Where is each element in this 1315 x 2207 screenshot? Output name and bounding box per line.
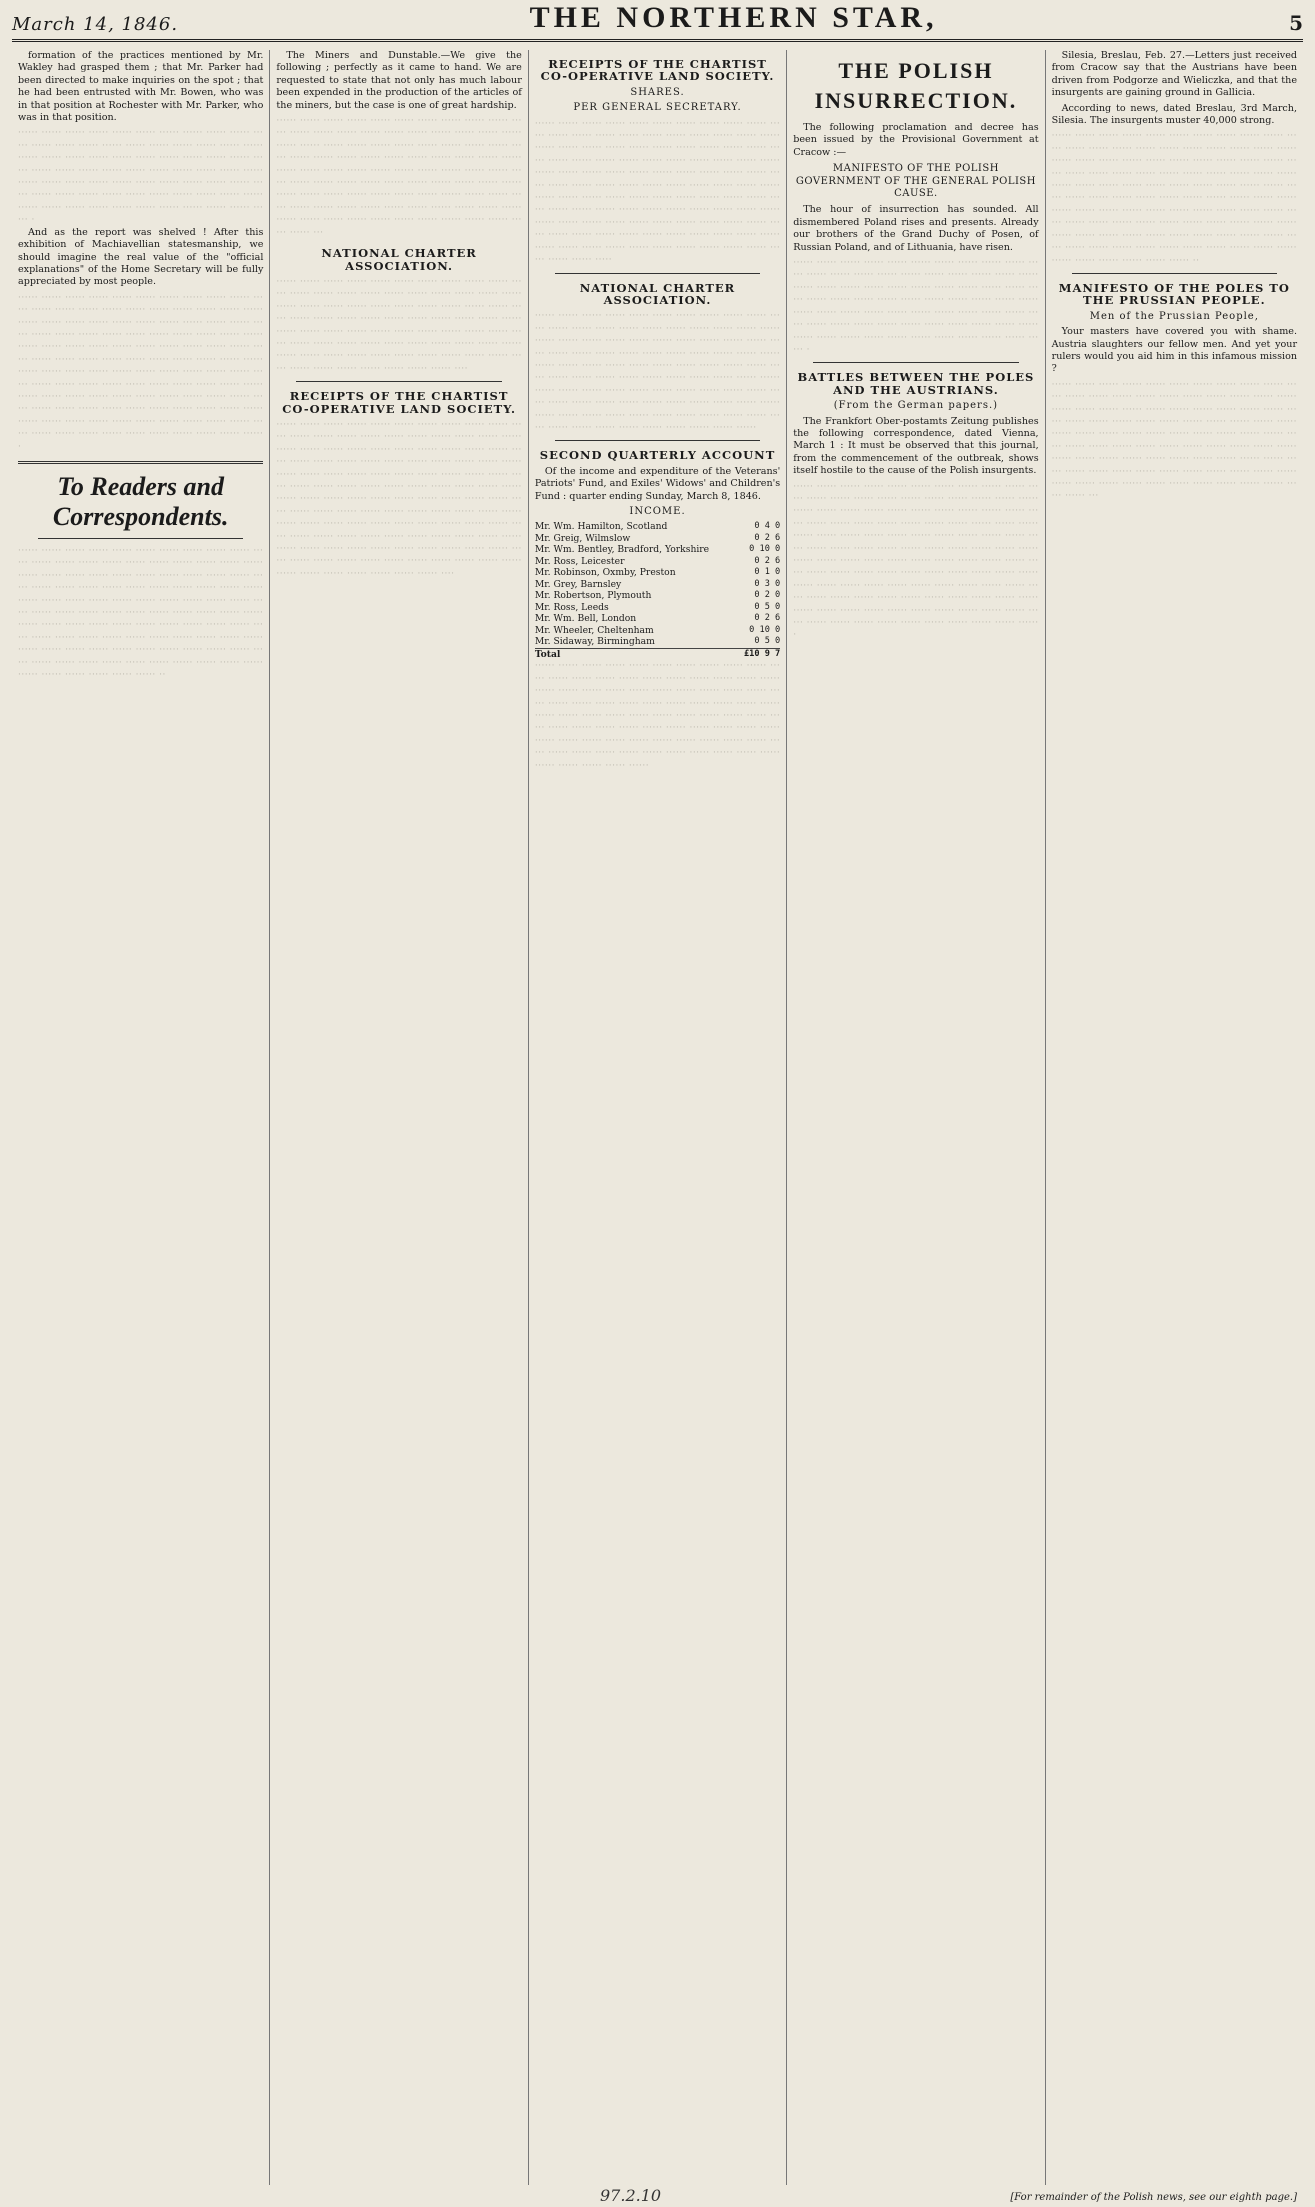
column-4 — [787, 50, 1045, 2185]
ledger-amount: 0 10 0 — [749, 624, 781, 635]
ledger-total-amount: £10 9 7 — [726, 648, 780, 660]
section-divider — [18, 461, 263, 464]
ledger-name: Mr. Ross, Leeds — [534, 601, 609, 613]
nca-heading: NATIONAL CHARTER ASSOCIATION. — [579, 280, 736, 307]
ledger-name: Mr. Wm. Bentley, Bradford, Yorkshire — [534, 544, 710, 556]
section-divider — [813, 362, 1018, 363]
section-divider — [296, 381, 501, 382]
ledger-table — [535, 521, 780, 660]
column-2 — [270, 50, 528, 2185]
ledger-name: Mr. Wm. Bell, London — [534, 613, 637, 625]
ledger-amount: 0 5 0 — [754, 601, 781, 612]
column-3 — [529, 50, 787, 2185]
column-5 — [1046, 50, 1303, 2185]
ledger-amount: 0 5 0 — [754, 636, 781, 647]
article-text-filler: ······ ······ ······ ······ ······ ······ ······ ······ ······ ······ ······ ······ ······ ······ ······ ······ ······ ······ ······ ······ ······ ······ ······ ······ ······ ······ ······ ······ ······ ······ ······ ······ ······ ······ ······ ······ ······ ······ ······ ······ ······ ······ ······ ······ ······ ······ ······ ······ ······ ······ ······ ······ ······ ······ ······ ······ ······ ······ ······ ······ ······ ······ ······ ······ ······ ······ ······ ······ ······ ······ ······ ······ ······ ······ ······ ······ ······ ······ ······ ······ ······ ······ ······ ······ ······ ······ ······ ······ ······ ······ ······ ······ ······ ······ ······ ······ ······ ······ ······ ······ ······ ······ ······ ······ ······ ······ ······ ······ ······ ······ ······ ······ ······ ······ ······ ······ ······ ······ ······ ······ ······ ······ ······ ······ ······ ······ · — [793, 481, 1039, 641]
article-text-filler: ······ ······ ······ ······ ······ ······ ······ ······ ······ ······ ······ ······ ······ ······ ······ ······ ······ ······ ······ ······ ······ ······ ······ ······ ······ ······ ······ ······ ······ ······ ······ ······ ······ ······ ······ ······ ······ ······ ······ ······ ······ ······ ······ ······ ······ ······ ······ ······ ······ ······ ······ ······ ······ ······ ······ ······ ······ ······ ······ ······ ······ ······ ······ ······ ······ ······ ······ ······ ······ ······ ······ ······ ······ ······ · — [18, 128, 264, 226]
section-divider — [38, 538, 243, 539]
article-paragraph: formation of the practices mentioned by Mr. Wakley had grasped them ; that Mr. Parker had been directed to make inquiries on the spot ; that he had been entrusted with Mr. Bowen, who was in that position at Rochester with Mr. Parker, who was in that position. — [18, 50, 264, 124]
ledger-amount: 0 1 0 — [754, 567, 781, 578]
masthead — [12, 0, 1303, 42]
article-paragraph: The Frankfort Ober-postamts Zeitung publishes the following correspondence, dated Vienna, March 1 : It must be observed that this journal, from the commencement of the outbreak, shows itself hostile to the cause of the Polish insurgents. — [793, 415, 1039, 477]
article-paragraph: The Miners and Dunstable.—We give the following ; perfectly as it came to hand. We are requested to state that not only has much labour been expended in the production of the articles of the miners, but the case is one of great hardship. — [276, 50, 522, 111]
ledger-row — [535, 625, 780, 637]
section-divider — [555, 273, 760, 274]
ledger-name: Mr. Greig, Wilmslow — [534, 532, 631, 544]
ledger-row — [535, 567, 780, 579]
nca-heading: NATIONAL CHARTER ASSOCIATION. — [321, 246, 477, 273]
column-1 — [12, 50, 270, 2185]
article-text-filler: ······ ······ ······ ······ ······ ······ ······ ······ ······ ······ ······ ······ ······ ······ ······ ······ ······ ······ ······ ······ ······ ······ ······ ······ ······ ······ ······ ······ ······ ······ ······ ······ ······ ······ ······ ······ ······ ······ ······ ······ ······ ······ ······ ······ ······ ······ ······ ······ ······ ······ ······ ······ ······ ······ ······ ······ ······ ······ ······ ······ ······ ······ ······ ······ ······ ······ ······ ······ ······ ······ ······ ······ ······ ······ ······ ······ ······ ······ ······ ······ ······ ······ ······ ······ ······ ······ ······ ······ ······ ······ ······ ······ ······ ······ ······ ······ ··· — [1051, 379, 1298, 502]
ledger-row — [535, 602, 780, 614]
quarterly-heading: SECOND QUARTERLY ACCOUNT — [539, 448, 776, 463]
shares-label: SHARES. — [630, 86, 685, 98]
article-text-filler: ······ ······ ······ ······ ······ ······ ······ ······ ······ ······ ······ ······ ······ ······ ······ ······ ······ ······ ······ ······ ······ ······ ······ ······ ······ ······ ······ ······ ······ ······ ······ ······ ······ ······ ······ ······ ······ ······ ······ ······ ······ ······ ······ ······ ······ ······ ······ ······ ······ ······ ······ ······ ······ ······ ······ ······ ······ ······ ······ ······ ······ ······ ······ ······ ······ ······ ······ ······ ······ ······ ······ ······ ······ ······ ······ ······ ······ ······ ······ ······ ······ ······ ······ ······ ······ ······ ······ ······ ······ ······ ······ ······ ······ ······ ······ ······ ··· — [276, 116, 522, 238]
ledger-amount: 0 10 0 — [749, 544, 781, 555]
article-paragraph: According to news, dated Breslau, 3rd March, Silesia. The insurgents muster 40,000 strong. — [1051, 102, 1298, 127]
article-text-filler: ······ ······ ······ ······ ······ ······ ······ ······ ······ ······ ······ ······ ······ ······ ······ ······ ······ ······ ······ ······ ······ ······ ······ ······ ······ ······ ······ ······ ······ ······ ······ ······ ······ ······ ······ ······ ······ ······ ······ ······ ······ ······ ······ ······ ······ ······ ······ ······ ······ ······ ······ ······ ······ ······ ······ ······ ······ ······ ······ ······ ······ ······ ······ ······ ······ ······ ······ ······ ······ ······ ······ ······ ······ ······ ······ ······ ······ ······ ······ ······ ······ ······ ······ ······ ······ ······ ······ ······ ······ ······ ······ ······ ······ ······ ······ ······ ······ ······ ······ ······ ······ ······ ······ ······ ······ ······ ······ ······ ······ ······ ······ ······ ······ ······ ······ ······ ······ ······ ····· — [534, 118, 781, 266]
ledger-amount: 0 3 0 — [754, 578, 781, 589]
section-divider — [555, 440, 760, 441]
ledger-row — [535, 613, 780, 625]
ledger-name: Mr. Wm. Hamilton, Scotland — [534, 521, 668, 533]
ledger-row — [535, 544, 780, 556]
article-paragraph: Your masters have covered you with shame. Austria slaughters our fellow men. And yet your rulers would you aid him in this infamous mission ? — [1051, 326, 1298, 375]
ledger-row — [535, 590, 780, 602]
manifesto-heading: MANIFESTO OF THE POLISH GOVERNMENT OF THE GENERAL POLISH CAUSE. — [795, 163, 1036, 200]
manifesto-salutation: Men of the Prussian People, — [1089, 310, 1259, 322]
article-text-filler: ······ ······ ······ ······ ······ ······ ······ ······ ······ ······ ······ ······ ······ ······ ······ ······ ······ ······ ······ ······ ······ ······ ······ ······ ······ ······ ······ ······ ······ ······ ······ ······ ······ ······ ······ ······ ······ ······ ······ ······ ······ ······ ······ ······ ······ ······ ······ ······ ······ ······ ······ ······ ······ ······ ······ ······ ······ ······ ······ ······ ······ ······ ······ ······ ······ ······ ······ ······ ······ ······ ······ ······ ······ ······ ······ ······ ······ ······ ······ ······ ······ ······ ······ ······ ······ ······ ······ ······ ······ ······ ······ ······ ······ ······ ······ ······ ······ ······ ······ ······ ······ ······ ······ ······ ······ ······ ······ ······ ······ ······ ······ ·· — [1051, 131, 1298, 266]
ledger-amount: 0 2 6 — [754, 532, 781, 543]
article-text-filler: ······ ······ ······ ······ ······ ······ ······ ······ ······ ······ ······ ······ ······ ······ ······ ······ ······ ······ ······ ······ ······ ······ ······ ······ ······ ······ ······ ······ ······ ······ ······ ······ ······ ······ ······ ······ ······ ······ ······ ······ ······ ······ ······ ······ ······ ······ ······ ······ ······ ······ ······ ······ ······ ······ ······ ······ ······ ······ ······ ······ ······ ······ ······ ······ ······ ······ ······ ······ ······ ······ ······ ······ ······ ······ ······ ······ ······ ······ ······ ······ ······ ······ ······ ······ ······ ······ ······ ······ ······ ······ ······ ······ ······ ······ ······ ······ ······ ······ ······ ······ ······ ······ ······ ······ ······ ······ ······ ······ ······ ······ ······ ·· — [18, 546, 264, 681]
ledger-name: Mr. Robinson, Oxmby, Preston — [534, 567, 676, 579]
article-text-filler: ······ ······ ······ ······ ······ ······ ······ ······ ······ ······ ······ ······ ······ ······ ······ ······ ······ ······ ······ ······ ······ ······ ······ ······ ······ ······ ······ ······ ······ ······ ······ ······ ······ ······ ······ ······ ······ ······ ······ ······ ······ ······ ······ ······ ······ ······ ······ ······ ······ ······ ······ ······ ······ ······ ······ ······ ······ ······ ······ ······ ······ ······ ······ ······ ······ ······ ······ ······ ······ ······ ······ ······ ······ ······ ······ ······ ······ ······ ······ ······ ······ ······ ······ ······ ······ ······ ······ ······ ······ ······ ······ ······ ······ ······ ······ ······ ······ ······ ······ ······ ······ ······ ······ ······ ······ ······ ······ ······ ······ ······ ······ ······ ······ ······ ······ ······ ······ ······ ······ ······ ······ ······ ······ ······ ······ ······ · — [18, 292, 264, 452]
ledger-name: Mr. Sidaway, Birmingham — [534, 636, 655, 648]
income-label: INCOME. — [629, 506, 686, 517]
page-number: 5 — [1289, 11, 1303, 35]
article-paragraph: And as the report was shelved ! After this exhibition of Machiavellian statesmanship, we should imagine the real value of the "official explanations" of the Home Secretary will be fully appreciated by most people. — [18, 226, 264, 288]
article-text-filler: ······ ······ ······ ······ ······ ······ ······ ······ ······ ······ ······ ······ ······ ······ ······ ······ ······ ······ ······ ······ ······ ······ ······ ······ ······ ······ ······ ······ ······ ······ ······ ······ ······ ······ ······ ······ ······ ······ ······ ······ ······ ······ ······ ······ ······ ······ ······ ······ ······ ······ ······ ······ ······ ······ ······ ······ ······ ······ ······ ······ ······ ······ ······ ······ ······ ······ ······ ······ ······ ······ ······ ······ ······ ······ ······ ······ ······ ······ ······ ······ ······ ···· — [276, 276, 522, 374]
ledger-total-row — [535, 648, 780, 660]
battles-subheading: (From the German papers.) — [833, 400, 999, 412]
section-divider — [1072, 273, 1277, 274]
ledger-amount: 0 2 6 — [754, 555, 781, 566]
article-text-filler: ······ ······ ······ ······ ······ ······ ······ ······ ······ ······ ······ ······ ······ ······ ······ ······ ······ ······ ······ ······ ······ ······ ······ ······ ······ ······ ······ ······ ······ ······ ······ ······ ······ ······ ······ ······ ······ ······ ······ ······ ······ ······ ······ ······ ······ ······ ······ ······ ······ ······ ······ ······ ······ ······ ······ ······ ······ ······ ······ ······ ······ ······ ······ ······ ······ ······ ······ ······ ······ ······ ······ ······ ······ ······ ······ ······ ······ ······ ······ ······ ······ ······ ······ ······ ······ ······ ······ ······ ······ ······ ······ ······ ······ ······ ······ ······ ······ ······ ······ ······ ······ ······ ······ ······ — [534, 311, 781, 433]
ledger-amount: 0 4 0 — [754, 521, 781, 532]
per-label: PER GENERAL SECRETARY. — [573, 102, 742, 114]
receipts-heading: RECEIPTS OF THE CHARTIST CO-OPERATIVE LAND SOCIETY. — [282, 389, 516, 416]
correspondents-heading: To Readers and Correspondents. — [52, 472, 229, 531]
ledger-name: Mr. Robertson, Plymouth — [534, 590, 652, 602]
ledger-name: Mr. Wheeler, Cheltenham — [534, 624, 654, 636]
ledger-name: Mr. Ross, Leicester — [534, 555, 625, 567]
issue-date: March 14, 1846. — [12, 14, 179, 35]
ledger-amount: 0 2 0 — [754, 590, 781, 601]
article-paragraph: Silesia, Breslau, Feb. 27.—Letters just received from Cracow say that the Austrians have been driven from Podgorze and Wieliczka, and that the insurgents are gaining ground in Gallicia. — [1051, 50, 1298, 99]
polish-insurrection-headline: THE POLISH INSURRECTION. — [814, 58, 1018, 113]
ledger-name: Mr. Grey, Barnsley — [534, 578, 622, 590]
receipts-heading: RECEIPTS OF THE CHARTIST CO-OPERATIVE LAND SOCIETY. — [540, 57, 775, 84]
ledger-total-label: Total — [535, 648, 726, 660]
ledger-row — [535, 579, 780, 591]
continuation-note: [For remainder of the Polish news, see our eighth page.] — [1010, 2192, 1297, 2203]
newspaper-title: THE NORTHERN STAR, — [529, 1, 938, 34]
article-paragraph: The following proclamation and decree has been issued by the Provisional Government at Cracow :— — [793, 122, 1039, 158]
article-text-filler: ······ ······ ······ ······ ······ ······ ······ ······ ······ ······ ······ ······ ······ ······ ······ ······ ······ ······ ······ ······ ······ ······ ······ ······ ······ ······ ······ ······ ······ ······ ······ ······ ······ ······ ······ ······ ······ ······ ······ ······ ······ ······ ······ ······ ······ ······ ······ ······ ······ ······ ······ ······ ······ ······ ······ ······ ······ ······ ······ ······ ······ ······ ······ ······ ······ ······ ······ ······ ······ ······ ······ ······ ······ ······ ······ ······ ······ ······ ······ ······ ······ ······ ······ ······ ······ ······ ······ ······ ······ — [534, 661, 781, 771]
article-text-filler: ······ ······ ······ ······ ······ ······ ······ ······ ······ ······ ······ ······ ······ ······ ······ ······ ······ ······ ······ ······ ······ ······ ······ ······ ······ ······ ······ ······ ······ ······ ······ ······ ······ ······ ······ ······ ······ ······ ······ ······ ······ ······ ······ ······ ······ ······ ······ ······ ······ ······ ······ ······ ······ ······ ······ ······ ······ ······ ······ ······ ······ ······ ······ ······ ······ ······ ······ ······ ······ ······ ······ ······ ······ ······ · — [793, 258, 1039, 355]
ledger-row — [535, 636, 780, 648]
ledger-row — [535, 556, 780, 568]
manifesto-prussia-heading: MANIFESTO OF THE POLES TO THE PRUSSIAN PEOPLE. — [1058, 280, 1290, 308]
columns — [12, 50, 1303, 2185]
article-paragraph: The hour of insurrection has sounded. All dismembered Poland rises and presents. Already our brothers of the Grand Duchy of Posen, of Russian Poland, and of Lithuania, have risen. — [793, 204, 1039, 253]
ledger-row — [535, 521, 780, 533]
handwritten-note: 97.2.10 — [600, 2186, 662, 2205]
article-text-filler: ······ ······ ······ ······ ······ ······ ······ ······ ······ ······ ······ ······ ······ ······ ······ ······ ······ ······ ······ ······ ······ ······ ······ ······ ······ ······ ······ ······ ······ ······ ······ ······ ······ ······ ······ ······ ······ ······ ······ ······ ······ ······ ······ ······ ······ ······ ······ ······ ······ ······ ······ ······ ······ ······ ······ ······ ······ ······ ······ ······ ······ ······ ······ ······ ······ ······ ······ ······ ······ ······ ······ ······ ······ ······ ······ ······ ······ ······ ······ ······ ······ ······ ······ ······ ······ ······ ······ ······ ······ ······ ······ ······ ······ ······ ······ ······ ······ ······ ······ ······ ······ ······ ······ ······ ······ ······ ······ ······ ······ ······ ······ ······ ······ ······ ······ ······ ······ ······ ······ ······ ······ ······ ······ ······ ······ ······ ······ ······ ······ ······ ······ ······ ······ ···· — [276, 419, 522, 579]
ledger-row — [535, 533, 780, 545]
ledger-amount: 0 2 6 — [754, 613, 781, 624]
quarterly-subheading: Of the income and expenditure of the Veterans' Patriots' Fund, and Exiles' Widows' and Children's Fund : quarter ending Sunday, March 8, 1846. — [534, 465, 781, 502]
battles-heading: BATTLES BETWEEN THE POLES AND THE AUSTRIANS. — [797, 370, 1035, 397]
